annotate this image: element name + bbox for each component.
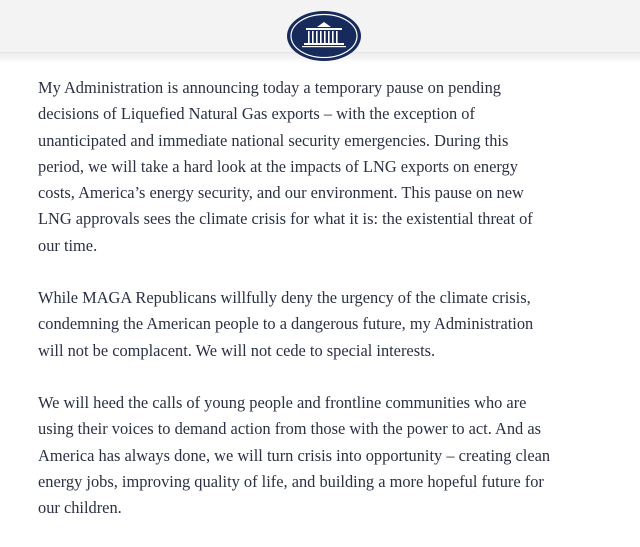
statement-line: period, we will take a hard look at the impacts of LNG exports on energy [38, 156, 518, 176]
white-house-seal-icon[interactable] [286, 10, 362, 62]
statement-line: will not be complacent. We will not cede to special interests. [38, 340, 436, 360]
statement-paragraph-2 [38, 285, 628, 364]
statement-paragraph-1 [38, 75, 628, 259]
statement-paragraph-3 [38, 390, 628, 521]
statement-line: condemning the American people to a dangerous future, my Administration [38, 314, 534, 334]
statement-line: decisions of Liquefied Natural Gas exports – with the exception of [38, 104, 475, 124]
statement-line: energy jobs, improving quality of life, and building a more hopeful future for [38, 471, 544, 491]
statement-line: America has always done, we will turn crisis into opportunity – creating clean [38, 445, 551, 465]
statement-body [38, 75, 628, 547]
statement-line: using their voices to demand action from those with the power to act. And as [38, 419, 541, 439]
statement-line: My Administration is announcing today a temporary pause on pending [38, 78, 501, 97]
statement-line: our children. [38, 498, 122, 518]
statement-line: unanticipated and immediate national security emergencies. During this [38, 130, 509, 150]
statement-line: our time. [38, 235, 98, 255]
statement-line: costs, America’s energy security, and our environment. This pause on new [38, 183, 524, 203]
statement-line: LNG approvals sees the climate crisis for what it is: the existential threat of [38, 209, 533, 229]
statement-line: While MAGA Republicans willfully deny the urgency of the climate crisis, [38, 288, 531, 308]
statement-line: We will heed the calls of young people and frontline communities who are [38, 392, 527, 412]
